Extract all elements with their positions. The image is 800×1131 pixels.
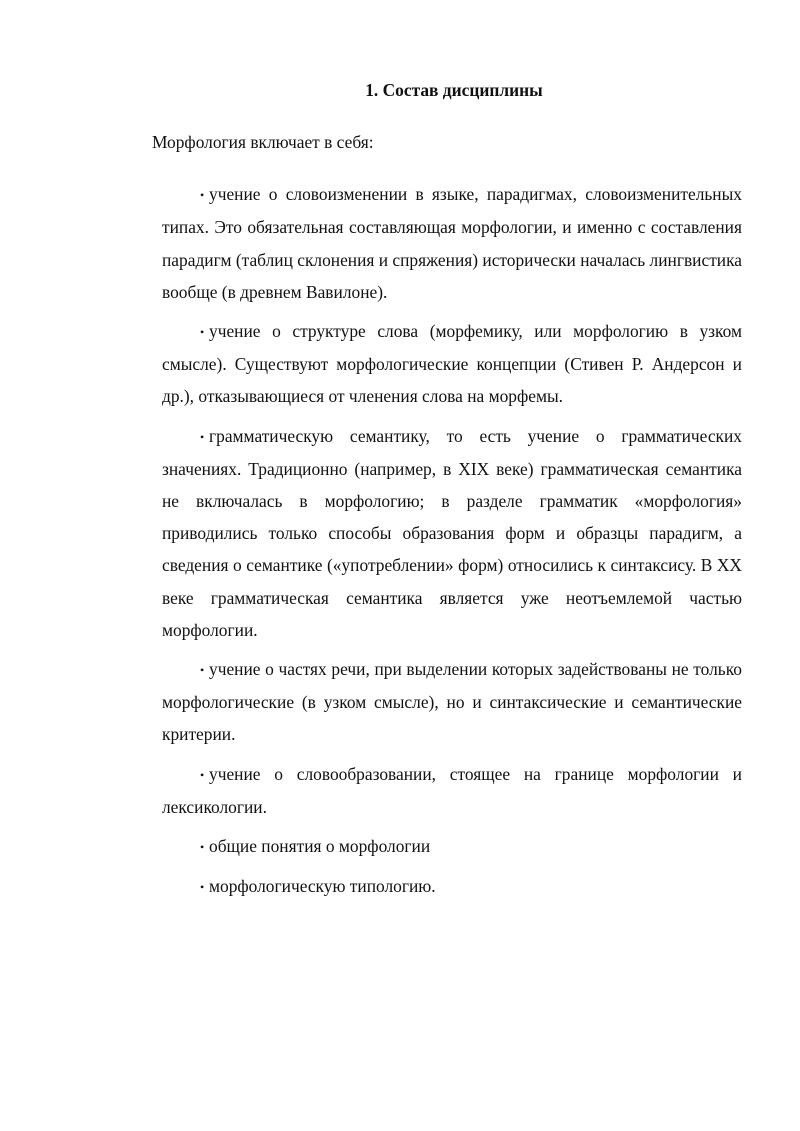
list-item [162,870,742,903]
list-item-text: грамматическую семантику, то есть учение о грамматических значениях. Традиционно (например, в XIX веке) грамматическая семантика не включалась в морфологию; в разделе грамматик «морфология» приводились только способы образования форм и образцы парадигм, а сведения о семантике («употреблении» форм) относились к синтаксису. В XX веке грамматическая семантика является уже неотъемлемой частью морфологии. [162,425,742,640]
topics-list [152,178,742,903]
list-item-text: учение о частях речи, при выделении которых задействованы не только морфологические (в узком смысле), но и синтаксические и семантические критерии. [162,659,742,745]
list-item [162,420,742,646]
list-item [162,178,742,308]
list-item-text: учение о структуре слова (морфемику, или морфологию в узком смысле). Существуют морфологические концепции (Стивен Р. Андерсон и др.), отказывающиеся от членения слова на морфемы. [162,321,742,407]
document-body [152,74,742,903]
list-item-text: учение о словоизменении в языке, парадигмах, словоизменительных типах. Это обязательная составляющая морфологии, и именно с составления парадигм (таблиц склонения и спряжения) исторически началась лингвистика вообще (в древнем Вавилоне). [162,184,743,302]
bullet-icon: • [200,880,205,895]
bullet-icon: • [200,429,205,444]
list-item-text: общие понятия о морфологии [209,836,431,857]
list-item-text: морфологическую типологию. [209,876,436,897]
bullet-icon: • [200,767,205,782]
bullet-icon: • [200,325,205,340]
section-title: 1. Состав дисциплины [365,80,543,100]
list-item-text: учение о словообразовании, стоящее на границе морфологии и лексикологии. [162,763,742,817]
list-item [162,758,742,823]
list-item [162,653,742,751]
bullet-icon: • [200,188,205,203]
list-item [162,315,742,413]
bullet-icon: • [200,840,205,855]
bullet-icon: • [200,663,205,678]
list-item [162,830,742,863]
intro-paragraph: Морфология включает в себя: [152,132,374,152]
